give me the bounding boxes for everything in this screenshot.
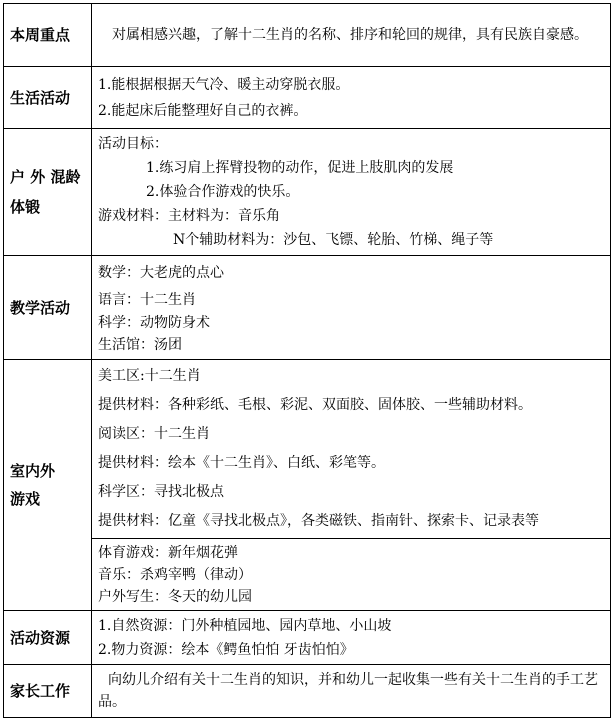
outdoor-game-music: 音乐：杀鸡宰鸭（律动） bbox=[98, 566, 252, 583]
label-activity-resources: 活动资源 bbox=[4, 611, 92, 665]
teaching-science: 科学：动物防身术 bbox=[98, 314, 210, 331]
indoor-reading-materials: 提供材料：绘本《十二生肖》、白纸、彩笔等。 bbox=[98, 455, 385, 471]
outdoor-exercise-content bbox=[92, 129, 611, 256]
activity-resources-content bbox=[92, 611, 611, 665]
outdoor-game-sketch: 户外写生：冬天的幼儿园 bbox=[98, 588, 252, 605]
label-weekly-focus: 本周重点 bbox=[4, 4, 92, 67]
teaching-math: 数学：大老虎的点心 bbox=[98, 264, 224, 281]
label-outdoor-line2: 体锻 bbox=[10, 198, 41, 216]
outdoor-goal-1: 1.练习肩上挥臂投物的动作，促进上肢肌肉的发展 bbox=[146, 160, 454, 176]
life-activities-content bbox=[92, 67, 611, 129]
indoor-games-content bbox=[92, 360, 611, 539]
parent-work-paragraph: 向幼儿介绍有关十二生肖的知识，并和幼儿一起收集一些有关十二生肖的手工艺品。 bbox=[98, 672, 598, 710]
outdoor-material-aux: N个辅助材料为：沙包、飞镖、轮胎、竹梯、绳子等 bbox=[173, 232, 494, 248]
label-games bbox=[4, 360, 92, 611]
row-outdoor-exercise bbox=[4, 129, 611, 256]
life-activity-1: 1.能根据根据天气冷、暖主动穿脱衣服。 bbox=[98, 76, 350, 93]
row-weekly-focus bbox=[4, 4, 611, 67]
row-outdoor-games bbox=[4, 539, 611, 611]
indoor-art-materials: 提供材料：各种彩纸、毛根、彩泥、双面胶、固体胶、一些辅助材料。 bbox=[98, 397, 532, 413]
parent-work-content bbox=[92, 665, 611, 718]
row-parent-work bbox=[4, 665, 611, 718]
indoor-reading-area: 阅读区：十二生肖 bbox=[98, 426, 210, 442]
outdoor-game-sports: 体育游戏：新年烟花弹 bbox=[98, 544, 238, 561]
indoor-art-area: 美工区:十二生肖 bbox=[98, 368, 201, 384]
teaching-activities-content bbox=[92, 256, 611, 360]
indoor-science-area: 科学区：寻找北极点 bbox=[98, 484, 224, 500]
label-life-activities: 生活活动 bbox=[4, 67, 92, 129]
weekly-focus-text bbox=[92, 4, 611, 67]
teaching-life-hall: 生活馆：汤团 bbox=[98, 336, 182, 353]
outdoor-goal-2: 2.体验合作游戏的快乐。 bbox=[146, 184, 300, 200]
outdoor-material-main: 游戏材料：主材料为：音乐角 bbox=[98, 208, 280, 224]
label-outdoor-line1: 户 外 混龄 bbox=[10, 168, 81, 186]
outdoor-goal-title: 活动目标： bbox=[98, 136, 168, 152]
weekly-focus-paragraph: 对属相感兴趣，了解十二生肖的名称、排序和轮回的规律，具有民族自豪感。 bbox=[112, 27, 588, 43]
label-teaching-activities: 教学活动 bbox=[4, 256, 92, 360]
resource-material: 2.物力资源：绘本《鳄鱼怕怕 牙齿怕怕》 bbox=[98, 641, 354, 658]
weekly-plan-table bbox=[3, 3, 611, 718]
label-games-line2: 游戏 bbox=[10, 490, 41, 508]
outdoor-games-content bbox=[92, 539, 611, 611]
label-games-line1: 室内外 bbox=[10, 462, 56, 480]
resource-natural: 1.自然资源：门外种植园地、园内草地、小山坡 bbox=[98, 617, 392, 634]
row-life-activities bbox=[4, 67, 611, 129]
indoor-science-materials: 提供材料：亿童《寻找北极点》，各类磁铁、指南针、探索卡、记录表等 bbox=[98, 513, 539, 529]
row-teaching-activities bbox=[4, 256, 611, 360]
teaching-language: 语言：十二生肖 bbox=[98, 291, 196, 308]
row-activity-resources bbox=[4, 611, 611, 665]
row-indoor-games bbox=[4, 360, 611, 539]
label-outdoor-exercise bbox=[4, 129, 92, 256]
label-parent-work: 家长工作 bbox=[4, 665, 92, 718]
life-activity-2: 2.能起床后能整理好自己的衣裤。 bbox=[98, 102, 308, 119]
